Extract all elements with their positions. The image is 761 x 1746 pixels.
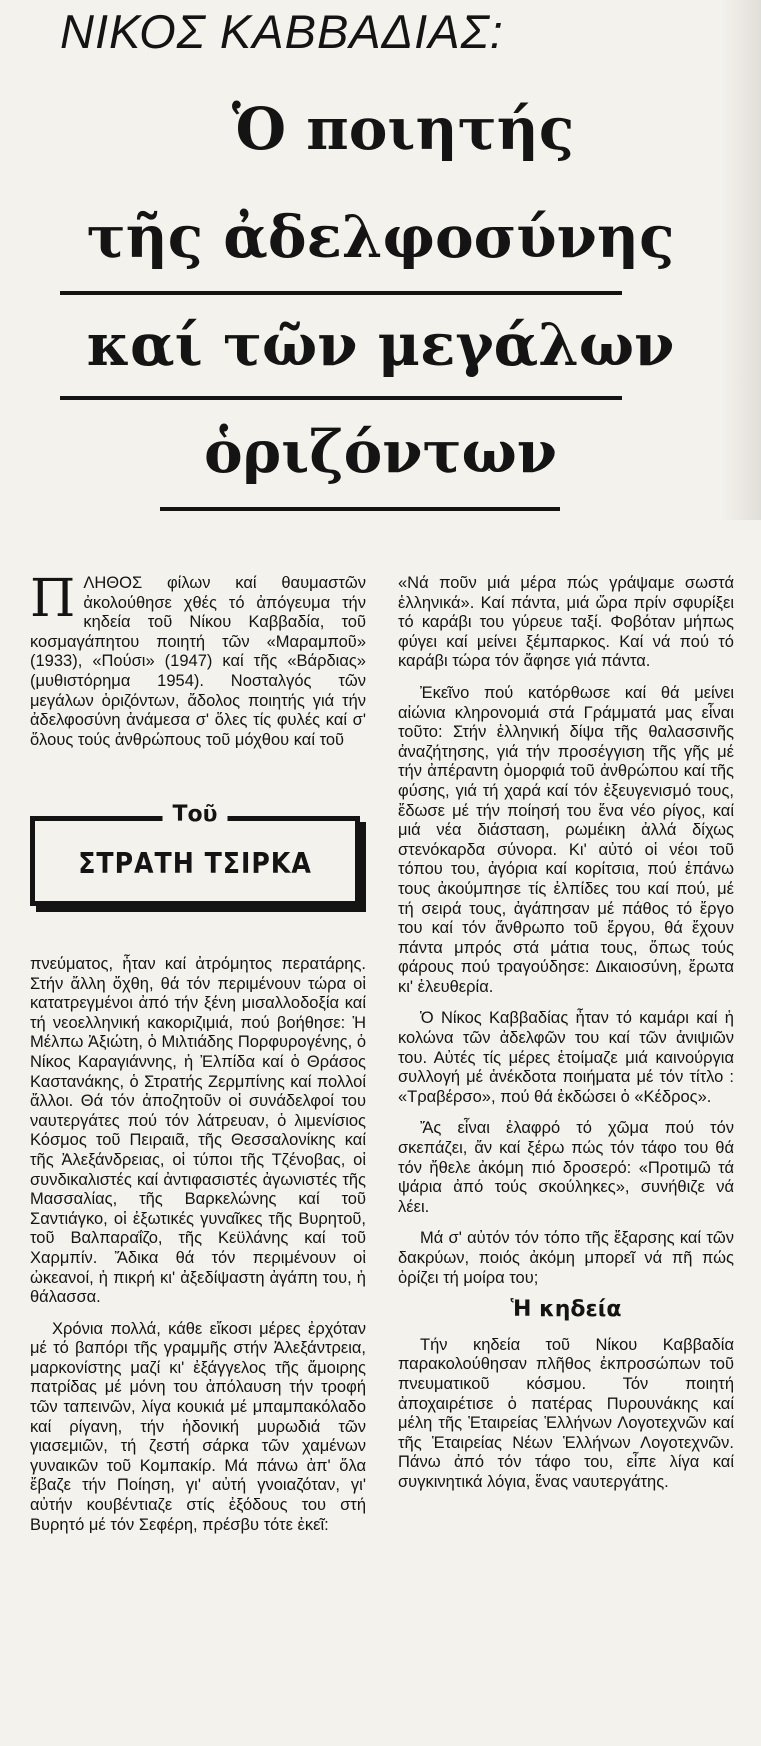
article-column-1-top — [30, 569, 366, 762]
headline-line-2: τῆς ἀδελφοσύνης — [86, 203, 675, 271]
byline-author: ΣΤΡΑΤΗ ΤΣΙΡΚΑ — [78, 847, 312, 880]
article-column-1-bottom — [30, 955, 366, 1547]
article-paragraph: Μά σ' αὐτόν τόν τόπο τῆς ἔξαρσης καί τῶν δακρύων, ποιός ἀκόμη μπορεῖ νά πῆ πώς ὁρίζει τή μοίρα του; — [398, 1229, 734, 1287]
headline-line-3: καί τῶν μεγάλων — [86, 311, 675, 379]
article-paragraph: Τήν κηδεία τοῦ Νίκου Καββαδία παρακολούθησαν πλῆθος ἐκπροσώπων τοῦ πνευματικοῦ κόσμου. Τόν ποιητή ἀποχαιρέτισε ὁ πατέρας Πυρουνάκης καί μέλη τῆς Ἑταιρείας Ἑλλήνων Λογοτεχνῶν καί τῆς Ἑταιρείας Νέων Ἑλλήνων Λογοτεχνῶν. Πάνω ἀπό τόν τάφο του, εἶπε λίγα καί συγκινητικά λόγια, ἕνας ναυτεργάτης. — [398, 1335, 734, 1491]
article-column-2 — [398, 574, 734, 1505]
article-paragraph: Ἐκεῖνο πού κατόρθωσε καί θά μείνει αἰώνια κληρονομιά στά Γράμματά μας εἶναι τοῦτο: Στήν ἑλληνική δίψα τῆς θαλασσινῆς ἀναζήτησης, γιά τήν προσέγγιση τῆς γῆς μέ τήν ἀπέραντη ὀμορφιά τοῦ ἀνθρώπου καί τῆς φύσης, γιά τή χαρά καί τόν ἐξευγενισμό τους, ἔδωσε μέ τήν ποίησή του ἕνα νέο ρίγος, καί μιά νέα διάσταση, ρωμέικη ἀλλά δίχως στενόκαρδα σύνορα. Κι' αὐτό οἱ νέοι τοῦ τόπου του, ἀγόρια καί κορίτσια, πού ἐπάνω τους ἀκούμπησε τίς ἐλπίδες του καί πού, μέ τή σειρά τους, ἀγάπησαν μέ πάθος τό ἔργο του καί τόν ἄνθρωπο τοῦ ἔργου, θά ἔχουν πάντα μπρός στά μάτια τους, ὅπως τούς φάρους πού τραγούδησε: Δικαιοσύνη, ἔρωτα κι' ἐλευθερία. — [398, 683, 734, 996]
headline-rule-2 — [60, 396, 622, 400]
article-lead-paragraph — [30, 569, 366, 750]
article-paragraph: Χρόνια πολλά, κάθε εἴκοσι μέρες ἐρχόταν μέ τό βαπόρι τῆς γραμμῆς στήν Ἀλεξάντρεια, μαρκονίστης μαζί κι' ἐξάγγελος τῆς ἄμοιρης πατρίδας μέ μόνη του ἀπόλαυση τήν τροφή τῶν ταπεινῶν, λίγα κουκιά μέ μπαμπακόλαδο καί ρίγανη, τήν ἡδονική μυρωδιά τῶν γιασεμιῶν, τή ζεστή σάρκα τῶν χαμένων γυναικῶν τοῦ Κομπακίρ. Μά πάνω ἀπ' ὅλα ἔβαζε τήν Ποίηση, γι' αὐτή γνοιαζόταν, γι' αὐτήν κουβέντιαζε στίς ἐξόδους του στή Βυρητό μέ τόν Σεφέρη, πρέσβυ τότε ἐκεῖ: — [30, 1319, 366, 1534]
headline-line-4: ὁριζόντων — [203, 418, 558, 486]
byline-prefix: Τοῦ — [163, 802, 228, 827]
section-subheading: Ἡ κηδεία — [510, 1297, 622, 1323]
byline-box — [30, 802, 360, 906]
article-paragraph: πνεύματος, ἦταν καί ἀτρόμητος περατάρης. Στήν ἄλλη ὄχθη, θά τόν περιμένουν τώρα οἱ κατατρεγμένοι ἀπό τήν ξένη μισαλλοδοξία καί τή νεοελληνική κακοριζιμιά, πού βοήθησε: Ἡ Μέλπω Ἀξιώτη, ὁ Μιλτιάδης Πορφυρογένης, ὁ Νίκος Καραγιάννης, ἡ Ἐλπίδα καί ὁ Θράσος Καστανάκης, ὁ Στρατής Ζερμπίνης καί πολλοί ἄλλοι. Θά τόν ἀποζητοῦν οἱ συνάδελφοί του ναυτεργάτες πού τόν λάτρευαν, ὁ λιμενίσιος Κόσμος τοῦ Πειραιᾶ, τῆς Θεσσαλονίκης καί τῆς Ἀλεξάνδρειας, οἱ τύποι τῆς Τζένοβας, οἱ συνδικαλιστές καί ἀντιφασιστές ἀγωνιστές τῆς Μασσαλίας, τῆς Βαρκελώνης καί τοῦ Σαντιάγκο, οἱ ἐξωτικές γυναῖκες τῆς Βυρητοῦ, τοῦ Βαλπαραΐζο, τῆς Κεϋλάνης καί τοῦ Χαρμπίν. Ἄδικα θά τόν περιμένουν οἱ ὠκεανοί, ἡ πικρή κι' ἀξεδίψαστη ἀγάπη του, ἡ θάλασσα. — [30, 955, 366, 1307]
headline-line-1: Ὁ ποιητής — [231, 95, 575, 163]
lead-paragraph-text: ΛΗΘΟΣ φίλων καί θαυμαστῶν ἀκολούθησε χθές τό ἀπόγευμα τήν κηδεία τοῦ Νίκου Καββαδία, τοῦ κοσμαγάπητου ποιητή τῶν «Μαραμποῦ» (1933), «Πούσι» (1947) καί τῆς «Βάρδιας» (μυθιστόρημα 1954). Νοσταλγός τῶν μεγάλων ὁριζόντων, ἄδολος ποιητής γιά τήν ἀδελφοσύνη ἀνάμεσα σ' ὅλες τίς φυλές καί σ' ὅλους τούς ἀνθρώπους τοῦ μόχθου καί τοῦ — [30, 574, 366, 749]
drop-cap: Π — [30, 569, 76, 629]
kicker-title: ΝΙΚΟΣ ΚΑΒΒΑΔΙΑΣ: — [60, 5, 504, 58]
article-paragraph: «Νά ποῦν μιά μέρα πώς γράψαμε σωστά ἑλληνικά». Καί πάντα, μιά ὥρα πρίν σφυρίξει τό καράβι του γύρευε ταξί. Φοβόταν μήπως φύγει καί μείνει ξέμπαρκος. Καί νά πού τό καράβι τώρα τόν ἄφησε γιά πάντα. — [398, 574, 734, 671]
article-paragraph: Ἄς εἶναι ἐλαφρό τό χῶμα πού τόν σκεπάζει, ἄν καί ξέρω πώς τόν τάφο του θά τόν ἤθελε ἀκόμη πιό δροσερό: «Προτιμῶ τά ψάρια ἀπό τούς σκούληκες», συνήθιζε νά λέει. — [398, 1119, 734, 1216]
headline-rule-3 — [160, 507, 560, 511]
headline-rule-1 — [60, 291, 622, 295]
article-paragraph: Ὁ Νίκος Καββαδίας ἦταν τό καμάρι καί ἡ κολώνα τῶν ἀδελφῶν του καί τῶν ἀνιψιῶν του. Αὐτές τίς μέρες ἑτοίμαζε μιά καινούργια συλλογή μέ ἀνέκδοτα ποιήματα μέ τόν τίτλο : «Τραβέρσο», πού θά ἐκδώσει ὁ «Κέδρος». — [398, 1009, 734, 1106]
